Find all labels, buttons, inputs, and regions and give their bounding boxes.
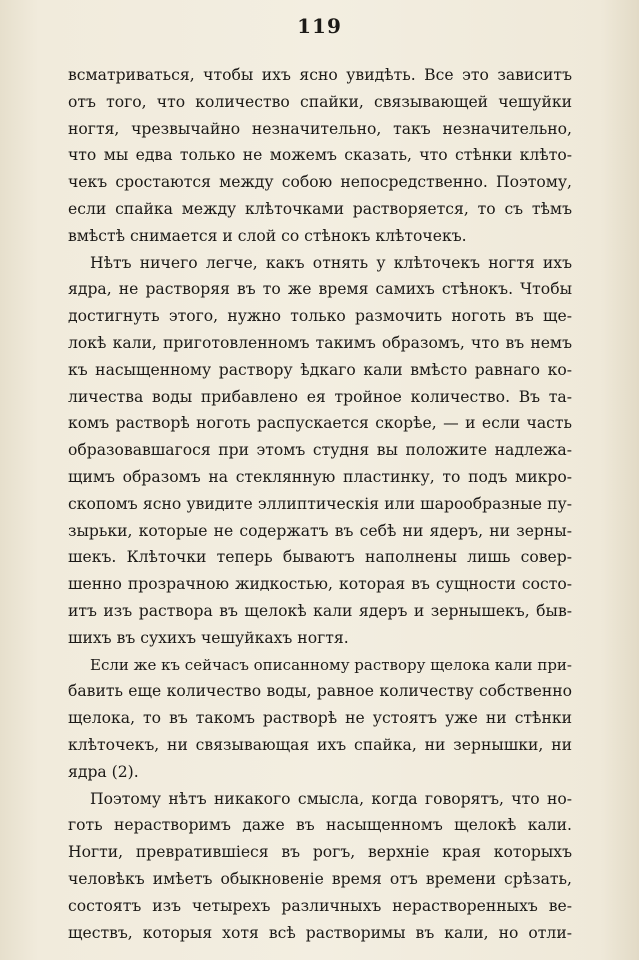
text-line: Поэтому нѣтъ никакого смысла, когда говорятъ, что но-	[90, 789, 572, 808]
text-line: состоятъ изъ четырехъ различныхъ нерастворенныхъ ве-	[68, 896, 572, 915]
body-text	[68, 62, 572, 946]
text-line: отъ того, что количество спайки, связывающей чешуйки	[68, 92, 572, 111]
text-line: щимъ образомъ на стеклянную пластинку, то подъ микро-	[68, 467, 572, 486]
text-line: вмѣстѣ снимается и слой со стѣнокъ клѣточекъ.	[68, 226, 467, 245]
text-line: щелока, то въ такомъ растворѣ не устоятъ уже ни стѣнки	[68, 709, 572, 728]
text-line: готь нерастворимъ даже въ насыщенномъ щелокѣ кали.	[68, 816, 572, 835]
text-line: ядра (2).	[68, 762, 139, 781]
text-line: ногтя, чрезвычайно незначительно, такъ незначительно,	[68, 119, 572, 138]
text-line: Ногти, превратившіеся въ рогъ, верхніе края которыхъ	[68, 843, 572, 862]
text-line: зырьки, которые не содержатъ въ себѣ ни ядеръ, ни зерны-	[68, 521, 572, 540]
text-line: человѣкъ имѣетъ обыкновеніе время отъ времени срѣзать,	[68, 869, 572, 888]
text-line: что мы едва только не можемъ сказать, что стѣнки клѣто-	[68, 146, 572, 165]
text-line: шенно прозрачною жидкостью, которая въ сущности состо-	[68, 575, 572, 594]
text-line: если спайка между клѣточками растворяется, то съ тѣмъ	[68, 199, 572, 218]
text-line: личества воды прибавлено ея тройное количество. Въ та-	[68, 387, 572, 406]
text-line: къ насыщенному раствору ѣдкаго кали вмѣсто равнаго ко-	[68, 360, 572, 379]
text-line: локѣ кали, приготовленномъ такимъ образомъ, что въ немъ	[68, 333, 572, 352]
text-line: всматриваться, чтобы ихъ ясно увидѣть. Все это зависитъ	[68, 66, 572, 84]
text-line: образовавшагося при этомъ студня вы положите надлежа-	[68, 441, 572, 460]
text-line: шекъ. Клѣточки теперь бываютъ наполнены лишь совер-	[68, 548, 572, 567]
text-line: Если же къ сейчасъ описанному раствору щелока кали при-	[90, 655, 572, 674]
text-line: достигнуть этого, нужно только размочить ноготь въ ще-	[68, 307, 572, 326]
text-line: ществъ, которыя хотя всѣ растворимы въ кали, но отли-	[68, 923, 572, 942]
text-line: чекъ сростаются между собою непосредственно. Поэтому,	[68, 173, 572, 192]
text-line: клѣточекъ, ни связывающая ихъ спайка, ни зернышки, ни	[68, 735, 572, 754]
text-line: шихъ въ сухихъ чешуйкахъ ногтя.	[68, 628, 349, 647]
text-line: ядра, не растворяя въ то же время самихъ стѣнокъ. Чтобы	[68, 280, 572, 299]
text-line: Нѣтъ ничего легче, какъ отнять у клѣточекъ ногтя ихъ	[90, 253, 572, 272]
page-number: 119	[297, 14, 342, 38]
text-line: скопомъ ясно увидите эллиптическія или шарообразные пу-	[68, 494, 572, 513]
text-line: итъ изъ раствора въ щелокѣ кали ядеръ и зернышекъ, быв-	[68, 601, 572, 620]
text-line: бавить еще количество воды, равное количеству собственно	[68, 682, 572, 701]
text-line: комъ растворѣ ноготь распускается скорѣе, — и если часть	[68, 414, 572, 433]
